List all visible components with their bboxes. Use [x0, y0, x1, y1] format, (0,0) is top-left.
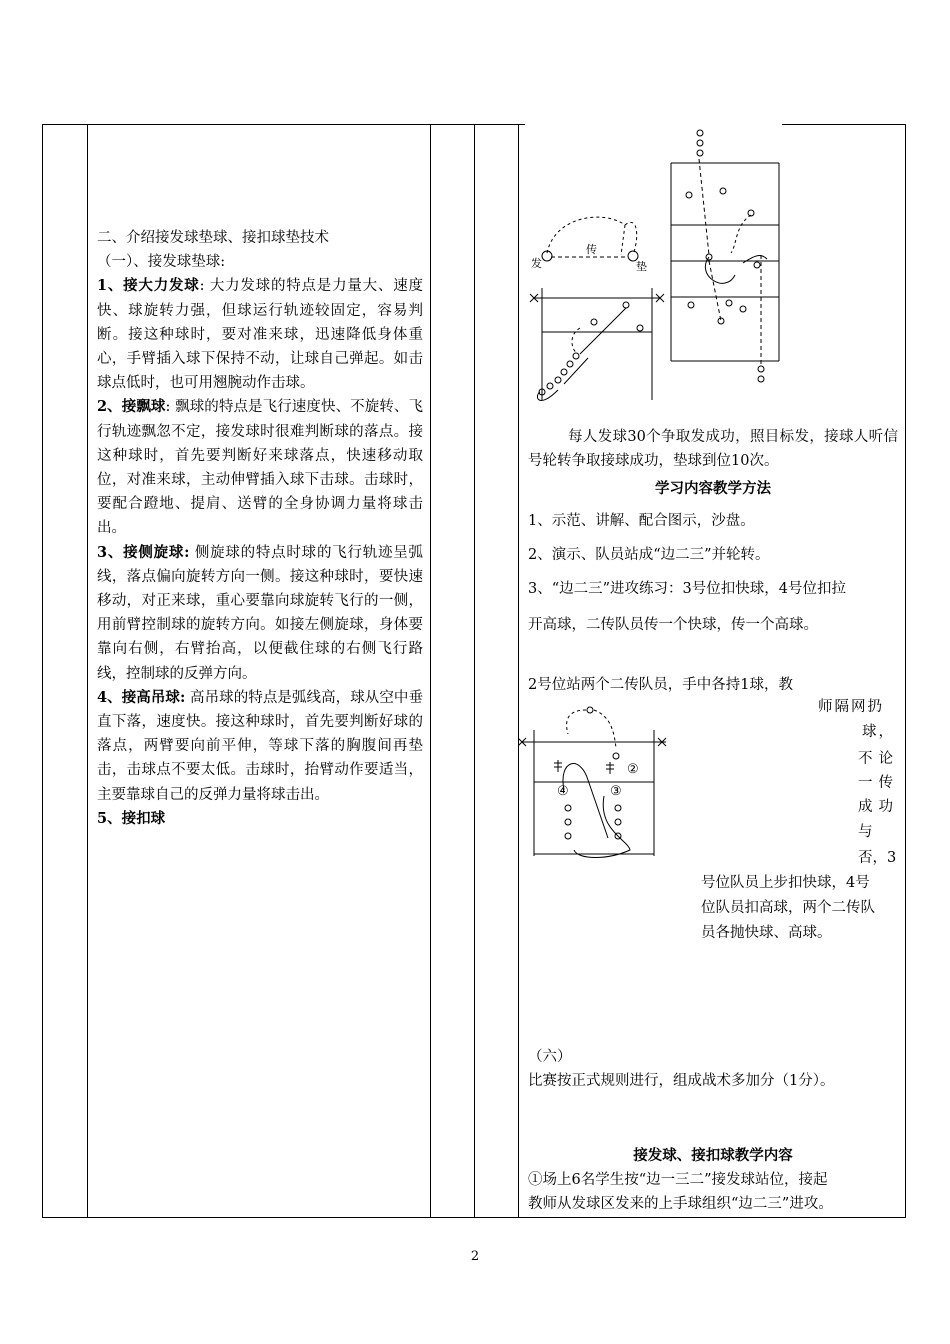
- content-line-2: 教师从发球区发来的上手球组织“边二三”进攻。: [528, 1196, 833, 1212]
- table-col-5: [905, 124, 906, 1218]
- method-title: 学习内容教学方法: [655, 480, 771, 497]
- section-subheading: （一）、接发球垫球:: [97, 254, 226, 271]
- label-pos4: ④: [557, 784, 569, 799]
- method-4-wrap-5: 成功: [858, 799, 899, 815]
- label-pos3: ③: [610, 784, 622, 799]
- item-4-title: 4、接高吊球:: [97, 688, 186, 706]
- table-col-2: [430, 124, 431, 1218]
- label-fa: 发: [531, 257, 542, 270]
- item-2-text: : 飘球的特点是飞行速度快、不旋转、飞行轨迹飘忽不定，接发球时很难判断球的落点。接这种球时，首先要判断好来球落点，快速移动取位，对准来球，主动伸臂插入球下击球。击球时，要配合蹬地、提肩、送臂的全身协调力量将球击出。: [97, 399, 423, 537]
- method-3a: 3、“边二三”进攻练习：3号位扣快球，4号位扣拉: [528, 581, 846, 597]
- method-4-wrap-4: 一传: [858, 775, 899, 791]
- method-4-wrap-1: 师隔网扔: [818, 699, 884, 715]
- table-top-right: [782, 124, 906, 125]
- label-dian: 垫: [636, 260, 647, 273]
- label-chuan: 传: [586, 243, 597, 256]
- method-2: 2、演示、队员站成“边二三”并轮转。: [528, 547, 770, 563]
- table-col-4: [518, 124, 519, 1218]
- diagram-court-right: [665, 125, 785, 385]
- table-col-0: [42, 124, 43, 1218]
- item-5-title: 5、接扣球: [97, 809, 166, 827]
- content-line-1: ①场上6名学生按“边一三二”接发球站位，接起: [528, 1172, 828, 1188]
- table-col-3: [474, 124, 475, 1218]
- item-1-text: : 大力发球的特点是力量大、速度快、球旋转力强，但球运行轨迹较固定，容易判断。接这种球时，要对准来球，迅速降低身体重心，手臂插入球下保持不动，让球自己弹起。如击球点低时，也可用翘腕动作击球。: [97, 278, 423, 392]
- method-1: 1、示范、讲解、配合图示，沙盘。: [528, 513, 755, 529]
- page-number: 2: [470, 1249, 480, 1264]
- table-col-1: [87, 124, 88, 1218]
- method-4-tail-2: 位队员扣高球，两个二传队: [701, 900, 875, 916]
- method-4-line1: 2号位站两个二传队员，手中各持1球，教: [528, 677, 793, 693]
- method-4-wrap-7: 否，3: [858, 850, 897, 866]
- section-six-label: （六）: [528, 1049, 572, 1065]
- method-4-tail-3: 员各抛快球、高球。: [701, 925, 832, 941]
- item-4: [97, 686, 423, 807]
- method-3b: 开高球，二传队员传一个快球，传一个高球。: [528, 617, 818, 633]
- section-six-text: 比赛按正式规则进行，组成战术多加分（1分）。: [528, 1073, 835, 1089]
- item-3: [97, 541, 423, 686]
- item-1-title: 1、接大力发球: [97, 277, 200, 295]
- item-3-text: 侧旋球的特点时球的飞行轨迹呈弧线，落点偏向旋转方向一侧。接这种球时，要快速移动，对正来球，重心要靠向球旋转飞行的一侧，用前臂控制球的旋转方向。如接左侧旋球，身体要靠向右侧，右臂抬高，以便截住球的右侧飞行路线，控制球的反弹方向。: [97, 544, 423, 682]
- method-4-wrap-2: 球，: [862, 724, 895, 740]
- left-content: [97, 226, 423, 831]
- item-5: [97, 807, 423, 831]
- item-2-title: 2、接飘球: [97, 398, 166, 416]
- section-heading: 二、介绍接发球垫球、接扣球垫技术: [97, 230, 329, 246]
- item-4-text: 高吊球的特点是弧线高，球从空中垂直下落，速度快。接这种球时，首先要判断好球的落点，两臂要向前平伸，等球下落的胸腹间再垫击，击球点不要太低。击球时，抬臂动作要适当，主要靠球自己的反弹力量将球击出。: [97, 689, 423, 803]
- content-title: 接发球、接扣球教学内容: [633, 1147, 793, 1164]
- method-4-wrap-6: 与: [858, 824, 873, 840]
- table-top-left: [42, 124, 525, 125]
- item-1: [97, 274, 423, 395]
- diagram-court-left: [528, 280, 668, 420]
- method-4-wrap-3: 不论: [858, 751, 899, 767]
- diagram-setters: [518, 700, 668, 860]
- label-pos2: ②: [627, 762, 639, 777]
- serve-target-paragraph: 每人发球30个争取发成功，照目标发，接球人听信号轮转争取接球成功，垫球到位10次。: [528, 429, 898, 469]
- item-2: [97, 395, 423, 540]
- item-3-title: 3、接侧旋球:: [97, 543, 190, 561]
- method-4-tail-1: 号位队员上步扣快球，4号: [701, 875, 870, 891]
